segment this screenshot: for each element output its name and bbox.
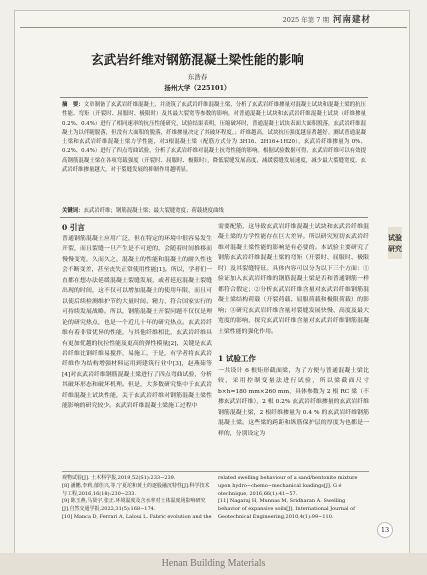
abstract-bottom-rule [60, 217, 368, 218]
test-text: 一共设计 6 根矩形截面梁，为了方便与普通混凝土梁比较，采用控制变量法进行试验，所以梁截面尺寸 b×h=180 mm×260 mm，具体参数为 2 根 RC 梁（不掺玄武岩纤维），2 根 0.2% 玄武岩纤维掺量的玄武岩纤维钢筋混凝土梁，2 根纤维掺量为 0.4 % 的玄武岩纤维钢筋混凝土梁。这些梁的跨距和纵筋保护层的厚度为也都是一样的，分别设定为 [218, 368, 369, 437]
abstract-top-rule [60, 97, 368, 98]
reference-item: [8] 潘鹏,李莉,郁佳兴,等.宁夏坨和黄土的逐股融沉特性[J].科学技术与工程,2016,16(18):230−233. [62, 482, 210, 497]
issue-label: 2025 年第 7 期 [282, 16, 329, 24]
keywords-label: 关键词： [62, 208, 84, 214]
reference-item: [11] Nagaraj H, Munnas M, Sridharan A. Swelling behavior of expansive soils[J]. International Journal of Geotechnical Engineering,2010,4(1):99−110. [218, 498, 356, 520]
reference-item: related swelling behaviour of a sand/bentonite mixture upon hydro−chemo−mechanical loadings[J]. G é otechnique, 2016,66(1):41−57. [218, 475, 358, 497]
abstract [62, 101, 366, 175]
reference-item: 观物试验[J]. 土木科学报,2019,52(S1):233−239. [62, 475, 176, 481]
header-rule [20, 27, 407, 28]
journal-name: 河南建材 [332, 15, 371, 25]
keywords [62, 206, 366, 214]
intro-heading: 0 引言 [62, 223, 85, 232]
affiliation: 扬州大学（225101） [164, 84, 231, 92]
footer-journal: Henan Building Materials [161, 558, 266, 569]
reference-item: [10] Manca D, Ferrari A, Laloui L. Fabric evolution and the [62, 513, 212, 520]
side-section-label: 试验研究 [388, 227, 402, 259]
references-left [62, 475, 212, 522]
paper-title: 玄武岩纤维对钢筋混凝土梁性能的影响 [91, 52, 304, 67]
abstract-label: 摘 要： [62, 102, 84, 108]
test-heading: 1 试验工作 [218, 354, 256, 363]
keywords-text: 玄武岩纤维；钢筋混凝土梁；最大裂缝宽度；荷载挠度曲线 [83, 208, 224, 214]
page-number: 13 [377, 522, 393, 538]
reference-item: [9] 陈玉燕,马贤宇,张正.环境温度及含水率对土体温度场影响研究[J].自然交通学报,2022,31(5):168−174. [62, 498, 206, 513]
author-name: 东浩春 [187, 73, 208, 81]
intro-left-column: 普通钢筋混凝土应用广泛，但在特定的环境中很容易发生开裂，而且裂缝一旦产生是不可逆的，会随着时间推移而慢慢变宽，久而久之，混凝土的性能和混凝土的耐久性也会不断变差，甚至丧失正常使用性能[1]。所以，学者们一直都在想办法延缓混凝土裂缝发展，或者延迟混凝土裂缝出现的时间，这不仅可以增加混凝土的使用年限，而且可以使后续检测维护节约大量时间、精力、符合国家实行的可持续发展战略。所以，钢筋混凝土开裂问题不仅仅是理论的研究热点，也是一个近几十年的研究热点。玄武岩纤维有着非常优异的性能，与其他纤维相比，玄武岩纤维具有更加优越的抗拉性能及更高的弹性模量[2]，关键是玄武岩纤维比钢纤维易搅拌，易施工，于是，有学者将玄武岩纤维作为结构增强材料运用到建筑行业中[3]，赵燕茹等[4]对玄武岩纤维钢筋混凝土梁进行了四点弯曲试验，分析其破坏形态和破坏机理。但是，大多数研究集中于玄武岩纤维混凝土试块性能，关于玄武岩纤维对钢筋混凝土梁性能影响的研究较少。玄武岩纤维混凝土梁施工过程中 [62, 236, 212, 410]
intro-right-column: 需要配筋，这导致玄武岩纤维混凝土试块和玄武岩纤维混凝土梁的力学性能存在巨大差异。所以研究短切玄武岩纤维对混凝土梁性能的影响是有必要的。本试验主要研究了钢筋玄武岩纤维混凝土梁的弯矩（开裂时、屈服时、极限时）及其裂缝特征。具体内容可以分为以下三个方面：①验证加入玄武岩纤维的钢筋混凝土梁是否和普通钢筋一样都符合假定；②分析玄武岩纤维含量对玄武岩纤维钢筋混凝土梁结构荷载（开裂荷载、屈服荷载和极限荷载）的影响；③研究玄武岩纤维含量对裂缝发展快慢、高度及最大宽度的影响，探究玄武岩纤维含量对玄武岩纤维钢筋混凝土梁性能的强化作用。 [218, 224, 369, 335]
references-right [218, 475, 369, 522]
running-header [283, 13, 371, 25]
footnote-rule [62, 471, 369, 472]
abstract-text: 文章制备了玄武岩纤维混凝土，并浇筑了玄武岩纤维混凝土梁，分析了玄武岩纤维掺量对混凝土试块和混凝土梁的抗压性能、弯矩（开裂时、屈服时、极限时）及其最大裂宽等参数的影响。对普通混凝土试块和玄武岩纤维混凝土试块（纤维掺量 0.2%、0.4%）进行了相同速率的抗压性能研究，试验结果表明，压缩破坏时，普通混凝土试块表面大面积脱落，玄武岩纤维混凝土为以伴随脱落，但没有大面积的脱落，纤维掺量决定了其破坏程度。；纤维越高，试块抗压强度越显著越好。测试普通混凝土梁和玄武岩纤维混凝土梁力学性能，对3根混凝土梁（配筋方式分为 3H16、2H16+1H20），玄武岩纤维掺量为 0%、0.2%、0.4%）进行了四点弯曲试验，分析了玄武岩纤维对混凝土抗弯性能的影响。根据试验数据可得，玄武岩纤维可以有效提高钢筋混凝土梁在各项弯载强度（开裂时、屈服时、极限时），降低裂缝发展高度，减缓裂缝发展速度，减少最大裂缝宽度，玄武岩纤维掺量越大，对于裂缝发展的抑制作用越明显。 [62, 102, 366, 174]
